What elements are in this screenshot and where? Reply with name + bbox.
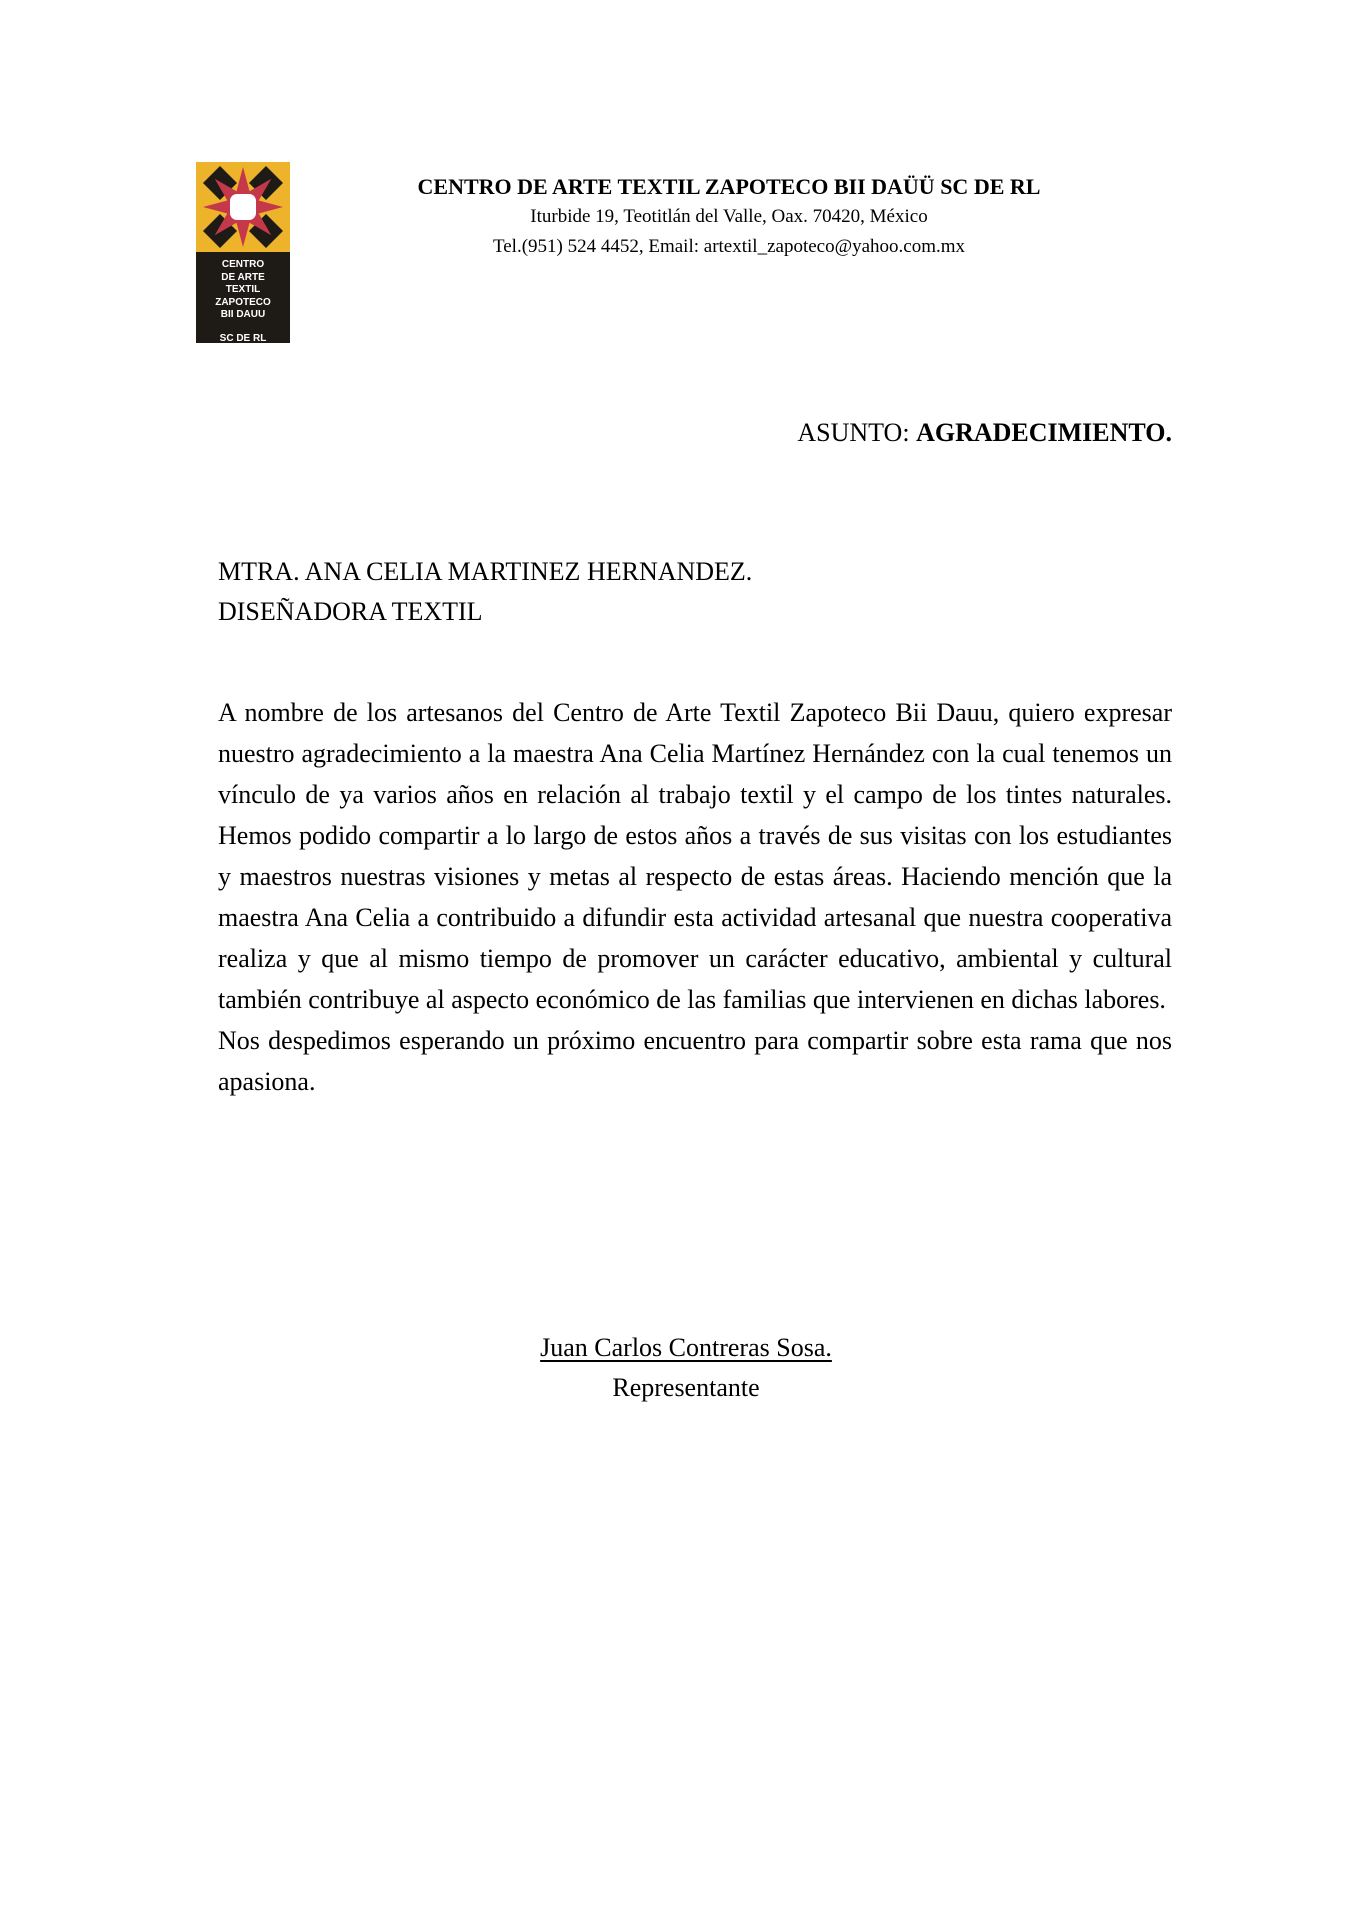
signature-role: Representante (612, 1373, 760, 1402)
subject-label: ASUNTO: (797, 418, 917, 447)
letter-body (218, 692, 1172, 1102)
body-paragraph: Nos despedimos esperando un próximo encuentro para compartir sobre esta rama que nos apasiona. (218, 1026, 1172, 1096)
subject-value: AGRADECIMIENTO. (916, 418, 1172, 447)
recipient-name: MTRA. ANA CELIA MARTINEZ HERNANDEZ. (218, 557, 753, 586)
org-logo (196, 162, 290, 343)
recipient-block (218, 552, 1172, 632)
subject-line (218, 416, 1172, 450)
org-name: CENTRO DE ARTE TEXTIL ZAPOTECO BII DAÜÜ SC DE RL (417, 174, 1041, 199)
logo-caption-suffix: SC DE RL (219, 332, 267, 344)
logo-caption (196, 252, 290, 343)
logo-caption-line: ZAPOTECO (215, 296, 271, 308)
org-contact: Tel.(951) 524 4452, Email: artextil_zapoteco@yahoo.com.mx (492, 236, 966, 257)
logo-caption-line: CENTRO (221, 259, 265, 270)
signature-name: Juan Carlos Contreras Sosa. (540, 1333, 832, 1362)
org-address: Iturbide 19, Teotitlán del Valle, Oax. 70420, México (530, 206, 928, 227)
logo-caption-line: DE ARTE (221, 271, 265, 283)
body-paragraph: A nombre de los artesanos del Centro de Arte Textil Zapoteco Bii Dauu, quiero expresar nuestro agradecimiento a la maestra Ana Celia Martínez Hernández con la cual tenemos un vínculo de ya varios años en relación al trabajo textil y el campo de los tintes naturales. Hemos podido compartir a lo largo de estos años a través de sus visitas con los estudiantes y maestros nuestras visiones y metas al respecto de estas áreas. Haciendo mención que la maestra Ana Celia a contribuido a difundir esta actividad artesanal que nuestra cooperativa realiza y que al mismo tiempo de promover un carácter educativo, ambiental y cultural también contribuye al aspecto económico de las familias que intervienen en dichas labores. (218, 698, 1172, 1014)
signature-block (227, 1328, 1145, 1408)
logo-caption-line: TEXTIL (225, 284, 261, 295)
recipient-title: DISEÑADORA TEXTIL (218, 597, 483, 626)
zapotec-star-icon (196, 162, 290, 252)
logo-caption-line: BII DAUU (220, 309, 266, 320)
letterhead (290, 172, 1168, 262)
